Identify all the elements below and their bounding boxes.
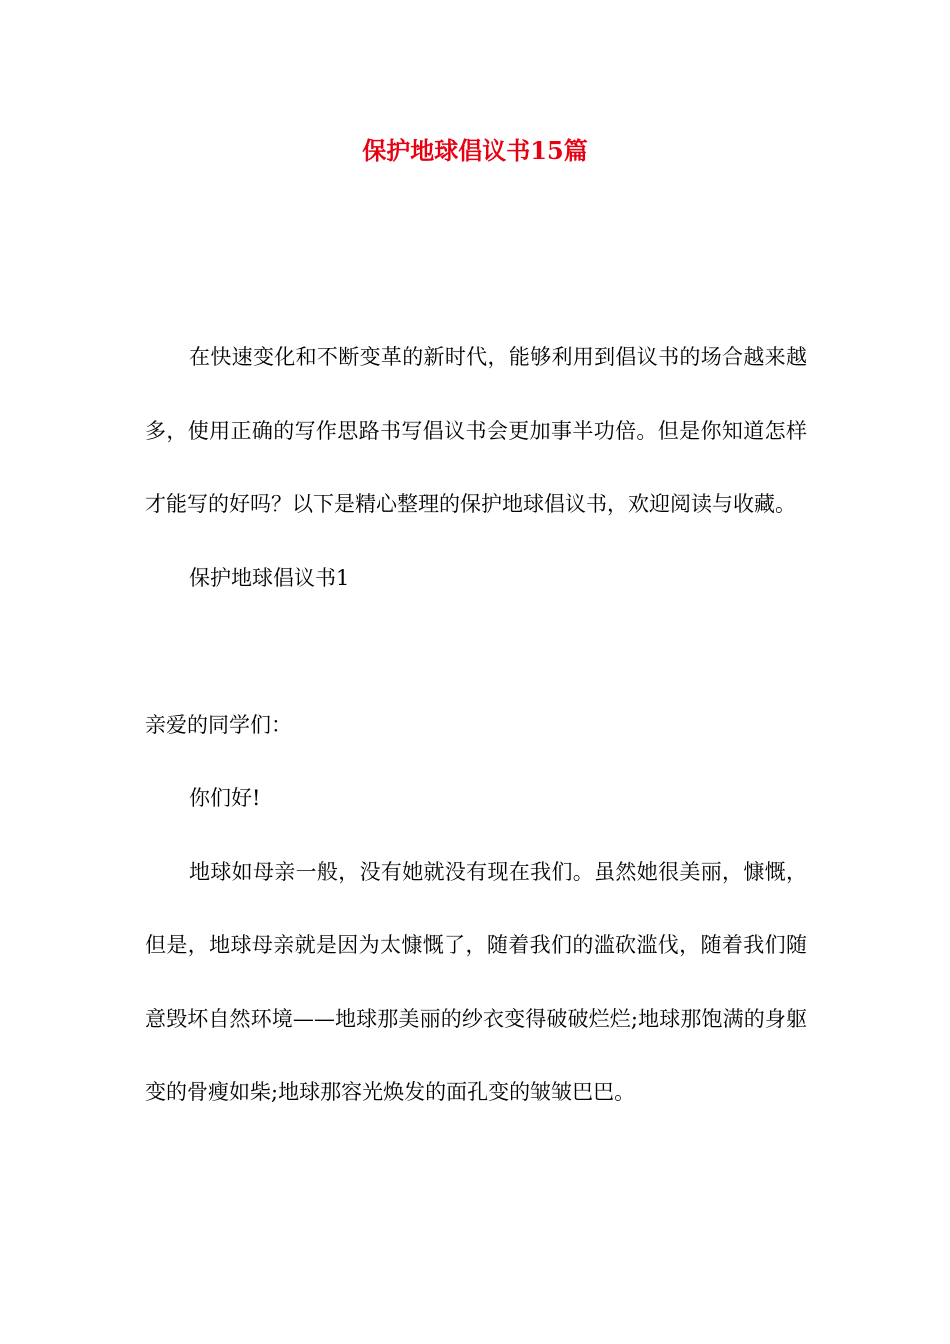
section-heading: 保护地球倡议书1 xyxy=(189,565,350,590)
blank-line xyxy=(145,615,807,689)
greeting: 你们好! xyxy=(189,786,261,810)
document-body xyxy=(145,321,807,1130)
salutation: 亲爱的同学们： xyxy=(145,712,292,737)
body-paragraph: 地球如母亲一般，没有她就没有现在我们。虽然她很美丽，慷慨，但是，地球母亲就是因为太慷慨了，随着我们的滥砍滥伐，随着我们随意毁坏自然环境——地球那美丽的纱衣变得破破烂烂;地球那饱满的身躯变的骨瘦如柴;地球那容光焕发的面孔变的皱皱巴巴。 xyxy=(145,859,807,1104)
intro-paragraph: 在快速变化和不断变革的新时代，能够利用到倡议书的场合越来越多，使用正确的写作思路书写倡议书会更加事半功倍。但是你知道怎样才能写的好吗？以下是精心整理的保护地球倡议书，欢迎阅读与收藏。 xyxy=(145,345,807,516)
document-title: 保护地球倡议书15篇 xyxy=(362,136,588,165)
